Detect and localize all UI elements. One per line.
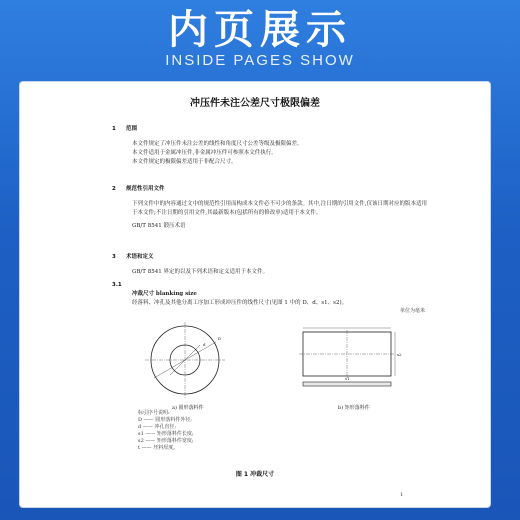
section-number: 2	[112, 186, 116, 192]
label-inner-diameter: d	[203, 342, 206, 347]
figure-legend	[138, 410, 318, 452]
section-heading-terms	[112, 252, 154, 260]
section-body-terms	[132, 268, 432, 277]
paragraph: 本文件规定的极限偏差适用于非配合尺寸。	[132, 159, 237, 165]
paragraph: 本文件适用于金属冲压件,非金属冲压件可参照本文件执行。	[132, 150, 277, 156]
term-name: 冲裁尺寸 blanking size	[132, 291, 197, 297]
header-banner	[0, 0, 520, 80]
figure-title: 图 1 冲裁尺寸	[235, 471, 275, 478]
page-number: 1	[400, 492, 404, 498]
unit-note: 单位为毫米	[400, 308, 426, 314]
label-outer-diameter: D	[218, 336, 222, 341]
paragraph: GB/T 8541 锻压术语	[132, 223, 186, 229]
paragraph: 下列文件中的内容通过文中的规范性引用而构成本文件必不可少的条款。其中,注日期的引用文件,仅该日期对应的版本适用于本文件;不注日期的引用文件,其最新版本(包括所有的修改单)适用于本文件。	[132, 201, 428, 216]
section-title: 术语和定义	[126, 254, 154, 260]
section-title: 规范性引用文件	[126, 186, 165, 192]
banner-title: 内页展示	[168, 7, 352, 53]
section-heading-scope	[112, 124, 137, 132]
section-heading-references	[112, 184, 165, 192]
term-number: 3.1	[112, 282, 122, 288]
legend-item: s2 —— 矩形落料件宽度;	[138, 438, 194, 444]
document-page	[20, 82, 490, 507]
label-width: s2	[397, 352, 402, 357]
legend-item: d —— 冲孔直径;	[138, 424, 177, 430]
section-number: 1	[112, 126, 116, 132]
legend-item: t —— 坯料厚度。	[138, 445, 179, 451]
legend-item: D —— 圆形落料件外径;	[138, 417, 192, 423]
legend-item: s1 —— 矩形落料件长度;	[138, 431, 194, 437]
section-body-scope	[132, 140, 432, 167]
section-body-references	[132, 200, 432, 231]
figure-caption-a: a) 圆形落料件	[172, 405, 204, 411]
legend-title: 标引序号说明:	[138, 410, 170, 416]
figure-ring-drawing	[140, 322, 230, 402]
figure-caption-b: b) 矩形落料件	[338, 405, 370, 411]
section-title: 范围	[126, 126, 138, 132]
document-title: 冲压件未注公差尺寸极限偏差	[190, 98, 320, 109]
banner-subtitle: INSIDE PAGES SHOW	[165, 52, 355, 69]
section-number: 3	[112, 254, 116, 260]
figure-rectangle-drawing	[295, 322, 405, 392]
paragraph: 本文件规定了冲压件未注公差的线性和角度尺寸公差等级及极限偏差。	[132, 141, 303, 147]
label-length: s1	[345, 376, 350, 381]
term-body	[132, 290, 432, 308]
term-definition: 经落料、冲孔及其他分离工序加工形成冲压件的线性尺寸(见图 1 中的 D、d、s1、s2)。	[132, 300, 348, 306]
paragraph: GB/T 8541 界定的以及下列术语和定义适用于本文件。	[132, 269, 268, 275]
